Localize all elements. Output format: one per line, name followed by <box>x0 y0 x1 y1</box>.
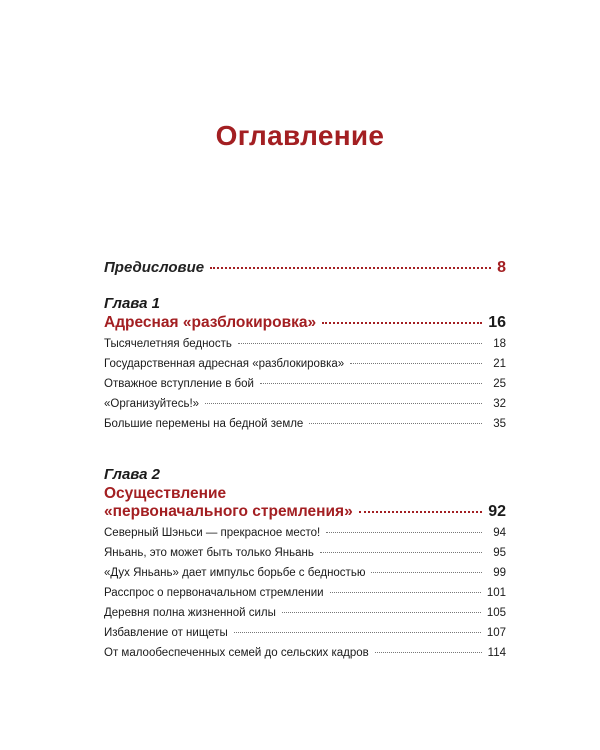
toc-section-entry[interactable] <box>104 527 506 547</box>
section-title: Отважное вступление в бой <box>104 378 254 390</box>
section-title: Государственная адресная «разблокировка» <box>104 358 345 370</box>
section-title: Большие перемены на бедной земле <box>104 418 304 430</box>
section-page-number: 35 <box>493 418 506 430</box>
dot-leader <box>326 531 482 533</box>
chapter-label: Глава 1 <box>104 295 161 312</box>
toc-section-entry[interactable] <box>104 607 506 627</box>
dot-leader <box>375 651 482 653</box>
dot-leader <box>371 571 482 573</box>
section-title: Яньань, это может быть только Яньань <box>104 547 314 559</box>
toc-section-entry[interactable] <box>104 547 506 567</box>
chapter-2-block <box>104 466 506 667</box>
toc-section-entry[interactable] <box>104 587 506 607</box>
section-title: Деревня полна жизненной силы <box>104 607 276 619</box>
chapter-page-number: 16 <box>488 314 506 331</box>
section-title: Расспрос о первоначальном стремлении <box>104 587 324 599</box>
dot-leader <box>238 342 482 344</box>
preface-page-number: 8 <box>497 259 506 276</box>
section-title: От малообеспеченных семей до сельских кадров <box>104 647 369 659</box>
chapter-title: «первоначального стремления» <box>104 503 353 520</box>
dot-leader <box>320 551 482 553</box>
section-page-number: 25 <box>493 378 506 390</box>
section-title: Северный Шэньси — прекрасное место! <box>104 527 321 539</box>
toc-section-entry[interactable] <box>104 627 506 647</box>
page-title: Оглавление <box>215 120 385 151</box>
toc-section-entry[interactable] <box>104 378 506 398</box>
dot-leader <box>210 266 491 269</box>
dot-leader <box>330 591 481 593</box>
section-page-number: 101 <box>486 587 506 599</box>
chapter-title-entry[interactable] <box>104 503 506 521</box>
section-page-number: 32 <box>493 398 506 410</box>
dot-leader <box>322 321 482 324</box>
toc-section-entry[interactable] <box>104 647 506 667</box>
dot-leader <box>282 611 481 613</box>
dot-leader <box>359 510 483 513</box>
chapter-title: Адресная «разблокировка» <box>104 314 317 331</box>
dot-leader <box>350 362 482 364</box>
toc-section-entry[interactable] <box>104 398 506 418</box>
section-page-number: 99 <box>493 567 506 579</box>
section-title: «Организуйтесь!» <box>104 398 200 410</box>
section-page-number: 107 <box>486 627 506 639</box>
preface-label: Предисловие <box>104 259 205 276</box>
dot-leader <box>260 382 482 384</box>
dot-leader <box>309 422 482 424</box>
section-title: Тысячелетняя бедность <box>104 338 232 350</box>
chapter-page-number: 92 <box>488 503 506 520</box>
section-page-number: 95 <box>493 547 506 559</box>
section-page-number: 21 <box>493 358 506 370</box>
section-page-number: 105 <box>486 607 506 619</box>
chapter-1-block <box>104 295 506 438</box>
section-page-number: 18 <box>493 338 506 350</box>
chapter-title-entry[interactable] <box>104 314 506 332</box>
chapter-label: Глава 2 <box>104 466 161 483</box>
toc-section-entry[interactable] <box>104 338 506 358</box>
section-page-number: 114 <box>487 647 506 659</box>
toc-section-entry[interactable] <box>104 567 506 587</box>
dot-leader <box>205 402 482 404</box>
toc-section-entry[interactable] <box>104 418 506 438</box>
toc-section-entry[interactable] <box>104 358 506 378</box>
section-title: Избавление от нищеты <box>104 627 228 639</box>
section-page-number: 94 <box>493 527 506 539</box>
dot-leader <box>234 631 481 633</box>
toc-preface[interactable] <box>104 259 506 277</box>
chapter-title-line-1[interactable]: Осуществление <box>104 485 227 502</box>
section-title: «Дух Яньань» дает импульс борьбе с бедностью <box>104 567 366 579</box>
